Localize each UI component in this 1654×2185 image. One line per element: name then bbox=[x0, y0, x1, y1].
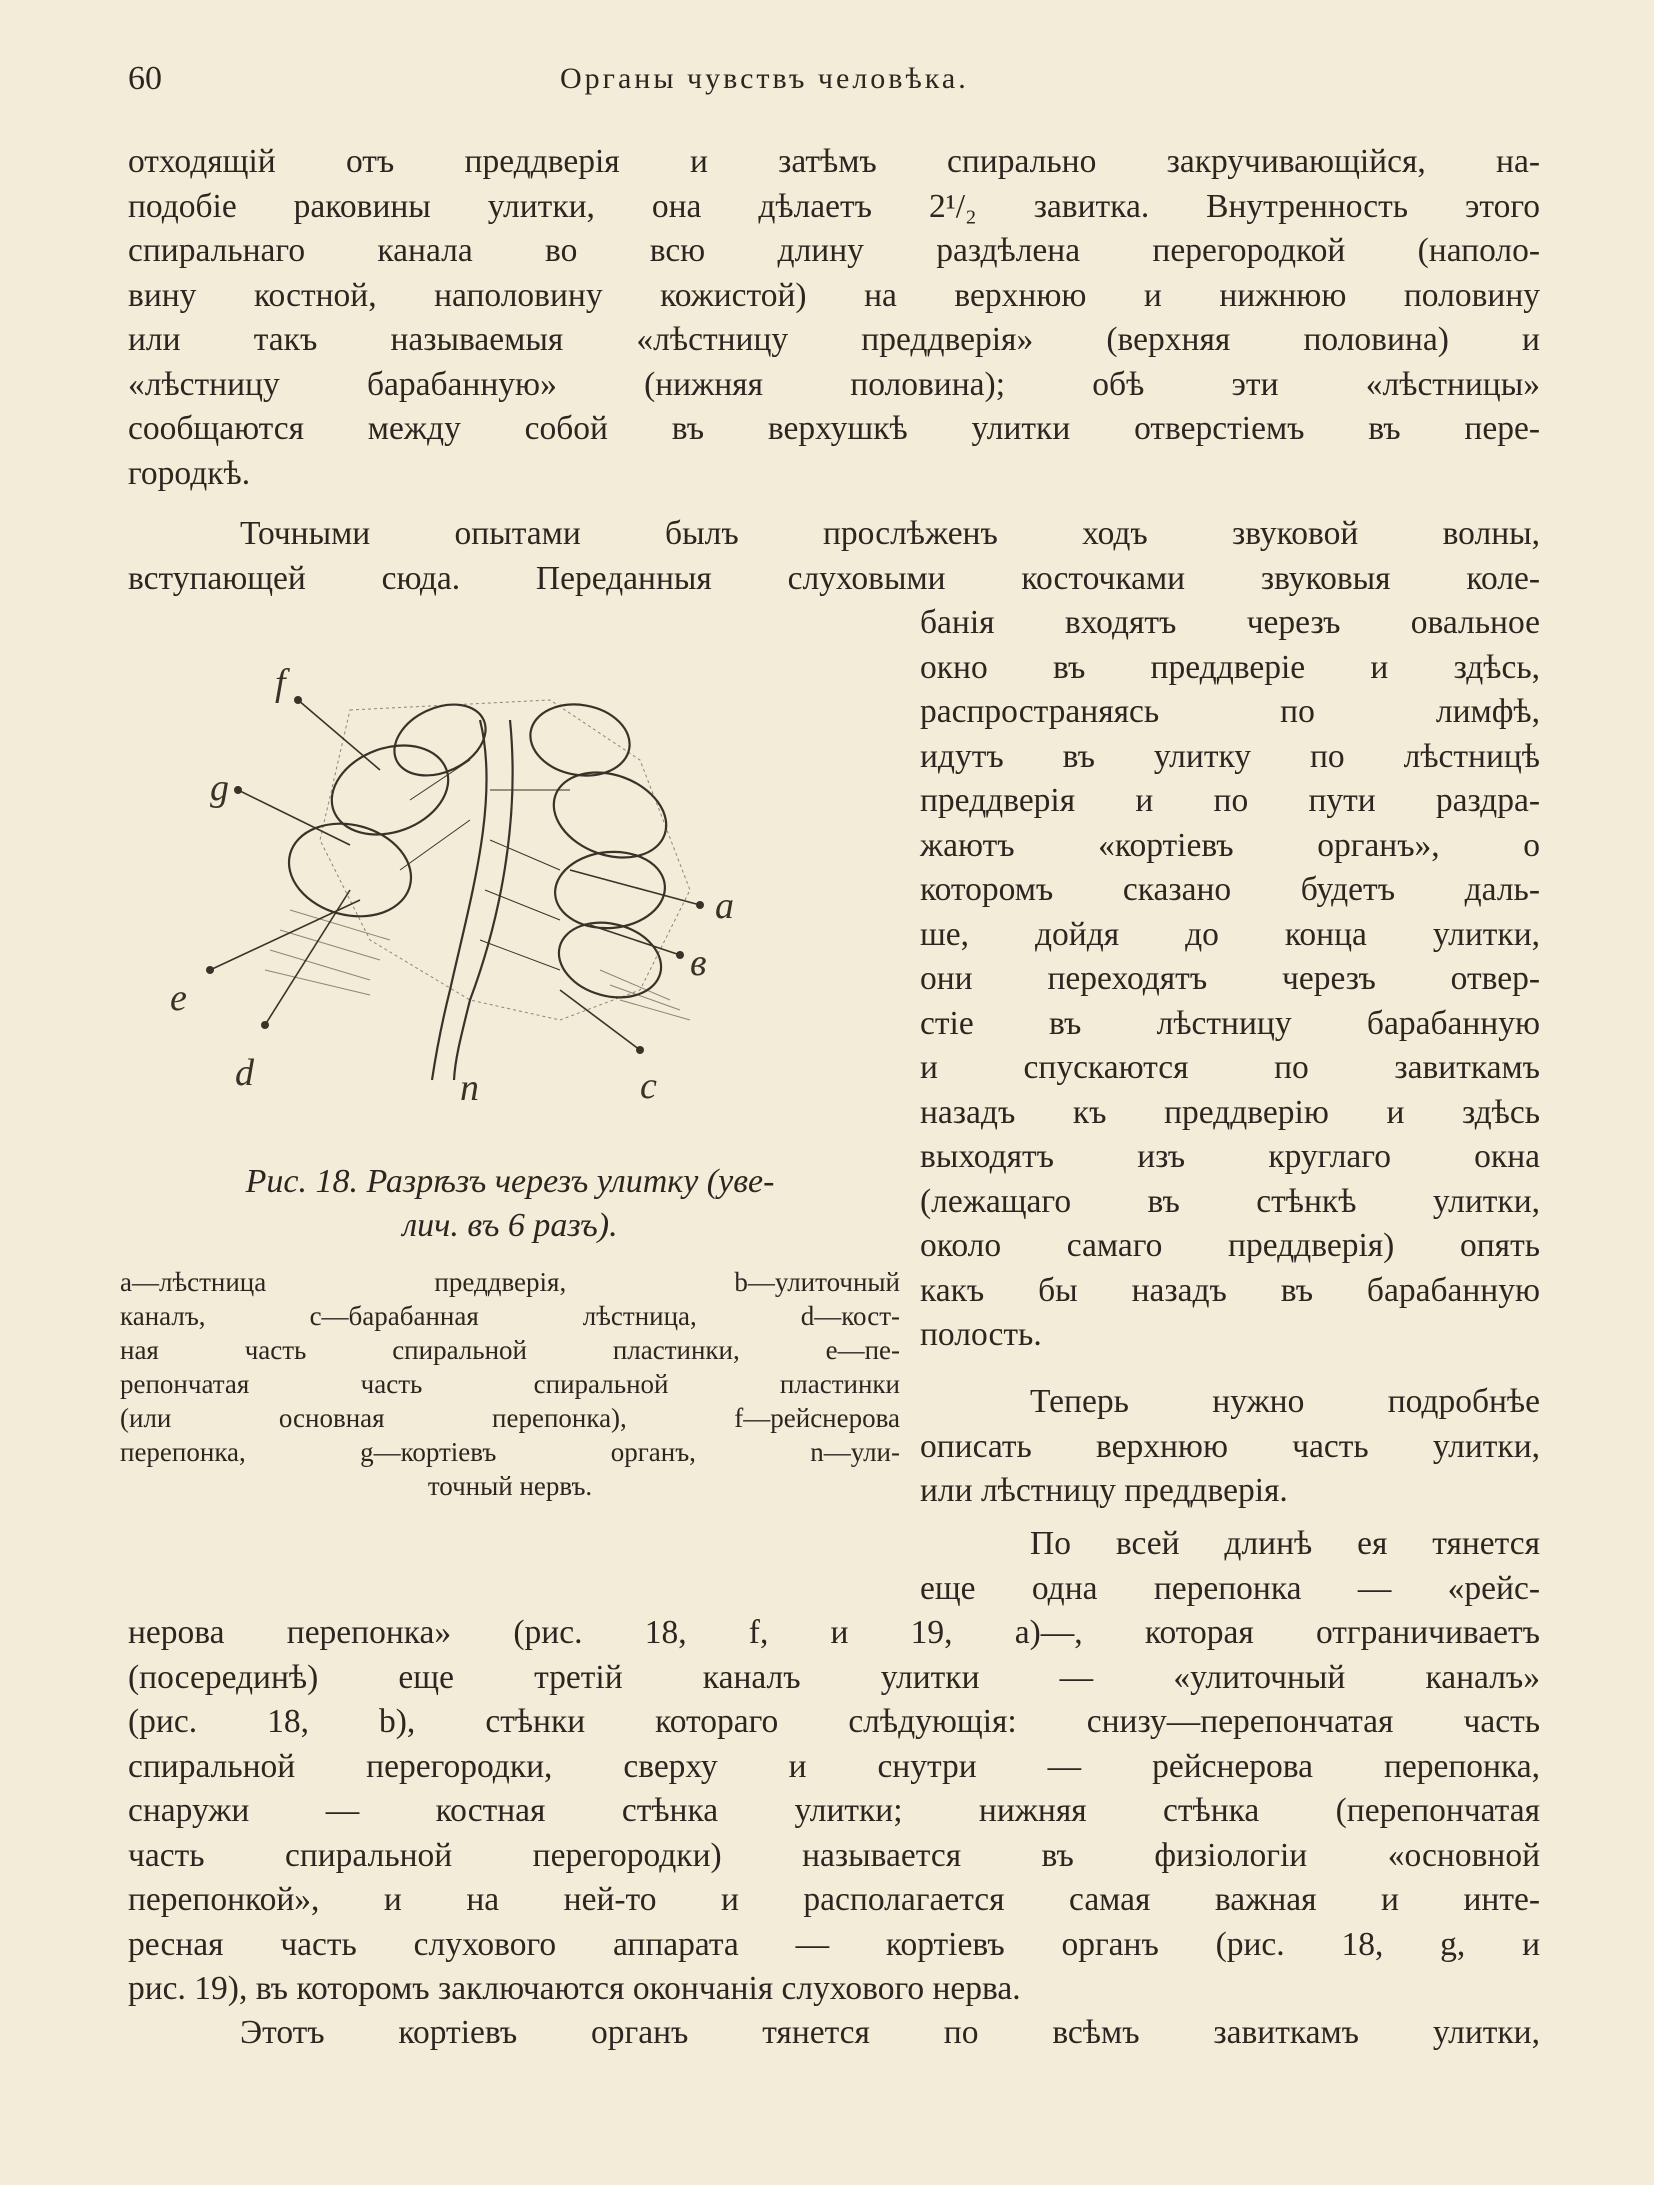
text-line: нерова перепонка» (рис. 18, f, и 19, a)—, которая отграничиваетъ bbox=[128, 1614, 1540, 1651]
paragraph-1 bbox=[128, 140, 1540, 496]
text-line: перепонкой», и на ней-то и располагается самая важная и инте- bbox=[128, 1881, 1540, 1918]
text-line: рис. 19), въ которомъ заключаются окончанія слухового нерва. bbox=[128, 1970, 1021, 2007]
text-line: назадъ къ преддверію и здѣсь bbox=[920, 1093, 1540, 1131]
text-line: преддверія и по пути раздра- bbox=[920, 782, 1540, 819]
paragraph-5-full bbox=[128, 2011, 1540, 2056]
figure-legend bbox=[120, 1265, 900, 1503]
fig-label-d: d bbox=[235, 1052, 254, 1094]
cochlea-section-figure bbox=[170, 640, 870, 1110]
text-line: или лѣстницу преддверія. bbox=[920, 1472, 1288, 1509]
legend-line: перепонка, g—кортіевъ органъ, n—ули- bbox=[120, 1437, 900, 1467]
text-line: Этотъ кортіевъ органъ тянется по всѣмъ завиткамъ улитки, bbox=[240, 2014, 1540, 2051]
text-line: которомъ сказано будетъ даль- bbox=[920, 871, 1540, 908]
text-line: жаютъ «кортіевъ органъ», о bbox=[920, 826, 1540, 864]
legend-line: каналъ, c—барабанная лѣстница, d—кост- bbox=[120, 1301, 900, 1331]
fig-nerve-fibers bbox=[400, 760, 570, 970]
text-line: или такъ называемыя «лѣстницу преддверія» (верхняя половина) и bbox=[128, 321, 1540, 358]
text-line: подобіе раковины улитки, она дѣлаетъ 2¹/₂ завитка. Внутренность этого bbox=[128, 187, 1540, 225]
fig-label-e: e bbox=[170, 977, 187, 1019]
text-line: городкѣ. bbox=[128, 454, 251, 492]
text-line: (рис. 18, b), стѣнки котораго слѣдующія: снизу—перепончатая часть bbox=[128, 1703, 1540, 1740]
text-line: Точными опытами былъ прослѣженъ ходъ звуковой волны, bbox=[240, 515, 1540, 552]
text-line: Теперь нужно подробнѣе bbox=[1030, 1383, 1540, 1420]
legend-line: репончатая часть спиральной пластинки bbox=[120, 1369, 900, 1399]
paragraph-4-right-column bbox=[920, 1522, 1540, 1611]
text-line: около самаго преддверія) опять bbox=[920, 1227, 1540, 1264]
fig-label-f: f bbox=[275, 662, 286, 704]
caption-line: Рис. 18. Разрѣзъ черезъ улитку (уве- bbox=[245, 1163, 775, 1200]
text-line: ресная часть слухового аппарата — кортіевъ органъ (рис. 18, g, и bbox=[128, 1925, 1540, 1963]
fig-modiolus-2 bbox=[454, 720, 513, 1080]
text-line: описать верхнюю часть улитки, bbox=[920, 1427, 1540, 1465]
text-line: распространяясь по лимфѣ, bbox=[920, 693, 1540, 730]
text-line: снаружи — костная стѣнка улитки; нижняя стѣнка (перепончатая bbox=[128, 1792, 1540, 1829]
text-line: спиральнаго канала во всю длину раздѣлена перегородкой (наполо- bbox=[128, 232, 1540, 269]
text-line: (лежащаго въ стѣнкѣ улитки, bbox=[920, 1182, 1540, 1220]
fig-label-n: n bbox=[460, 1067, 479, 1109]
text-line: отходящій отъ преддверія и затѣмъ спирально закручивающійся, на- bbox=[128, 143, 1540, 180]
legend-line: a—лѣстница преддверія, b—улиточный bbox=[120, 1267, 900, 1297]
text-line: окно въ преддверіе и здѣсь, bbox=[920, 648, 1540, 686]
fig-label-c: c bbox=[640, 1065, 657, 1107]
text-line: вину костной, наполовину кожистой) на верхнюю и нижнюю половину bbox=[128, 276, 1540, 314]
legend-line: точный нервъ. bbox=[427, 1471, 593, 1501]
paragraph-2-full bbox=[128, 512, 1540, 601]
text-line: они переходятъ черезъ отвер- bbox=[920, 960, 1540, 997]
running-title: Органы чувствъ человѣка. bbox=[560, 62, 969, 95]
text-line: стіе въ лѣстницу барабанную bbox=[920, 1004, 1540, 1042]
text-line: часть спиральной перегородки) называется въ физіологіи «основной bbox=[128, 1836, 1540, 1874]
text-line: идутъ въ улитку по лѣстницѣ bbox=[920, 737, 1540, 775]
text-line: ше, дойдя до конца улитки, bbox=[920, 915, 1540, 953]
fig-canal-5 bbox=[542, 758, 678, 873]
text-line: полость. bbox=[920, 1316, 1042, 1353]
text-line: спиральной перегородки, сверху и снутри — рейснерова перепонка, bbox=[128, 1747, 1540, 1785]
fig-label-g: g bbox=[210, 767, 229, 809]
fig-label-a: a bbox=[715, 885, 734, 927]
fig-canal-2 bbox=[383, 691, 497, 790]
fig-label-b: в bbox=[690, 942, 707, 984]
text-line: вступающей сюда. Переданныя слуховыми косточками звуковыя коле- bbox=[128, 559, 1540, 597]
text-line: (посерединѣ) еще третій каналъ улитки — «улиточный каналъ» bbox=[128, 1658, 1540, 1696]
legend-line: (или основная перепонка), f—рейснерова bbox=[120, 1403, 900, 1433]
paragraph-4-full bbox=[128, 1611, 1540, 2012]
text-line: выходятъ изъ круглаго окна bbox=[920, 1138, 1540, 1175]
paragraph-3-right-column bbox=[920, 1380, 1540, 1514]
text-line: «лѣстницу барабанную» (нижняя половина); обѣ эти «лѣстницы» bbox=[128, 365, 1540, 403]
caption-line: лич. въ 6 разъ). bbox=[402, 1207, 618, 1244]
text-line: и спускаются по завиткамъ bbox=[920, 1049, 1540, 1086]
text-line: какъ бы назадъ въ барабанную bbox=[920, 1271, 1540, 1309]
text-line: По всей длинѣ ея тянется bbox=[1030, 1525, 1540, 1562]
fig-canal-1 bbox=[319, 730, 460, 850]
text-line: еще одна перепонка — «рейс- bbox=[920, 1569, 1540, 1607]
figure-caption bbox=[120, 1160, 900, 1248]
fig-canal-6 bbox=[552, 847, 668, 932]
fig-canal-4 bbox=[525, 697, 636, 783]
text-line: банія входятъ черезъ овальное bbox=[920, 604, 1540, 641]
fig-canal-7 bbox=[550, 912, 669, 1008]
page-number: 60 bbox=[128, 60, 162, 97]
legend-line: ная часть спиральной пластинки, e—пе- bbox=[120, 1335, 900, 1365]
text-line: сообщаются между собой въ верхушкѣ улитки отверстіемъ въ пере- bbox=[128, 410, 1540, 447]
paragraph-2-right-column bbox=[920, 601, 1540, 1358]
